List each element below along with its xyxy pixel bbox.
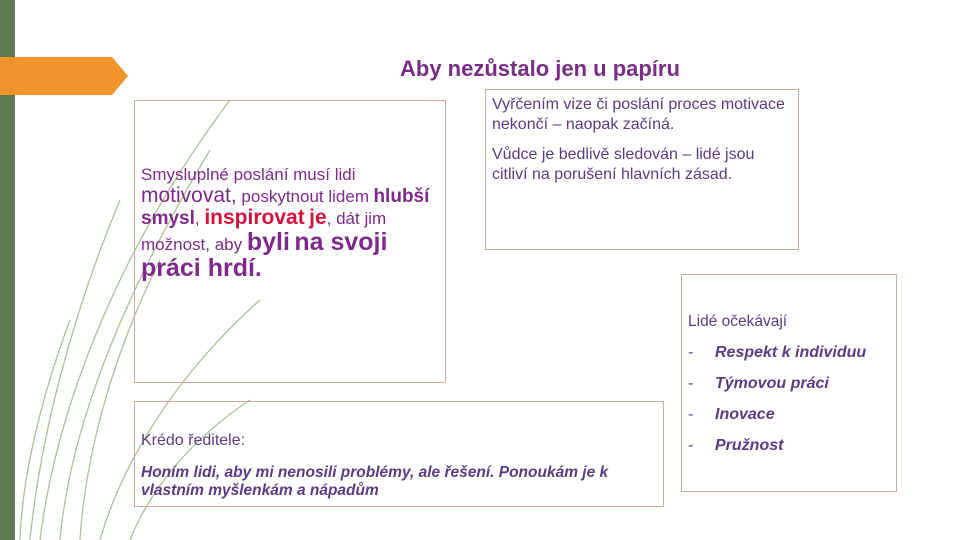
mission-line-2: poskytnout lidem: [236, 186, 369, 206]
mission-comma: ,: [194, 208, 205, 228]
mission-line-1: Smysluplné poslání musí lidi: [141, 165, 356, 184]
expectations-heading: Lidé očekávají: [688, 313, 788, 330]
mission-motivovat: motivovat,: [141, 183, 237, 207]
list-item-label: Pružnost: [715, 437, 784, 454]
list-item-label: Týmovou práci: [715, 375, 829, 392]
list-item: - Pružnost: [688, 437, 784, 454]
mission-byli: byli: [246, 227, 290, 256]
list-item: - Respekt k individuu: [688, 344, 867, 361]
list-item-label: Respekt k individuu: [715, 344, 867, 361]
credo-label: Krédo ředitele:: [141, 432, 246, 449]
credo-text: Honím lidi, aby mi nenosili problémy, ale řešení. Ponoukám je k vlastním myšlenkám a nápadům: [141, 464, 609, 499]
list-item: - Týmovou práci: [688, 375, 829, 392]
mission-text: [141, 166, 441, 281]
mission-line-4: , dát jim možnost, aby: [141, 208, 387, 254]
list-item: - Inovace: [688, 406, 775, 423]
mission-hlubsi-smysl: hlubší smysl: [141, 185, 430, 229]
vision-paragraph-2: Vůdce je bedlivě sledován – lidé jsou citliví na porušení hlavních zásad.: [492, 146, 755, 183]
mission-line-5: na svoji práci hrdí.: [141, 227, 388, 283]
vision-paragraph-1: Vyřčením vize či poslání proces motivace nekončí – naopak začíná.: [492, 96, 785, 133]
list-item-label: Inovace: [715, 406, 775, 423]
slide-title: Aby nezůstalo jen u papíru: [400, 56, 680, 81]
vision-text: [492, 95, 792, 195]
mission-je: je: [309, 205, 327, 229]
mission-inspirovat: inspirovat: [204, 205, 305, 229]
expectations-list: [688, 344, 866, 468]
arrow-marker-icon: [0, 57, 130, 95]
